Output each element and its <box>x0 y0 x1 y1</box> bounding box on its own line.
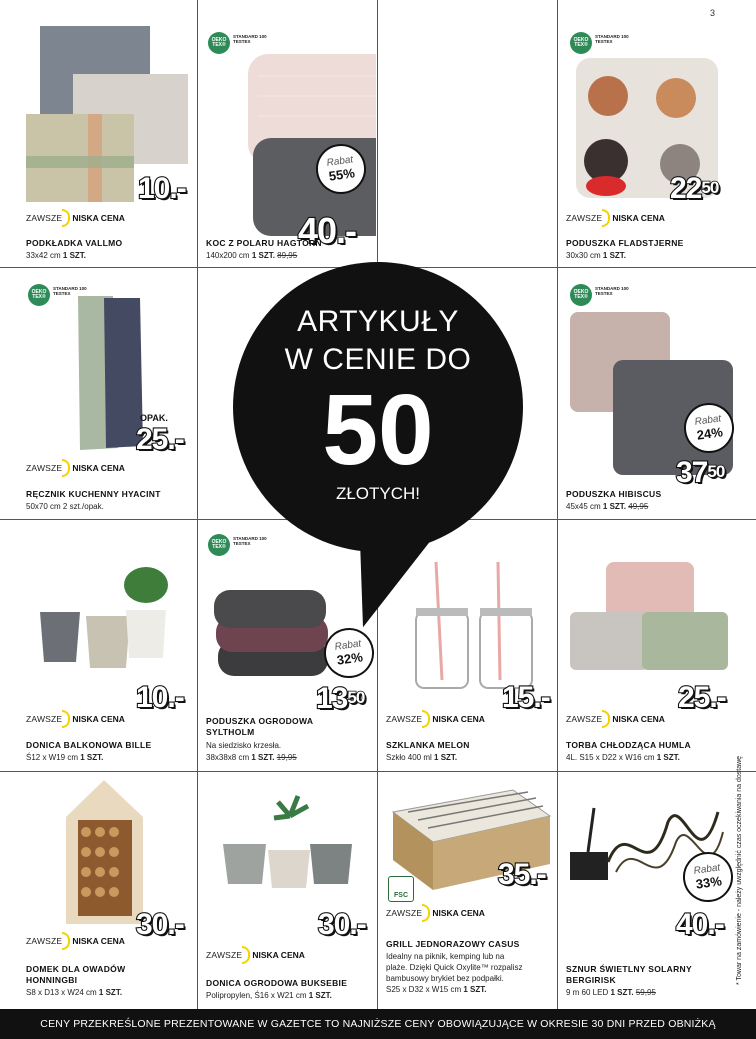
desc-text: Polipropylen, Ś16 x W21 cm <box>206 991 309 1000</box>
desc-text: 45x45 cm <box>566 502 603 511</box>
desc-text: 38x38x8 cm <box>206 753 252 762</box>
zn-arc <box>422 904 430 922</box>
zn-niska: NISKA CENA <box>72 714 125 724</box>
product-desc <box>206 250 297 261</box>
oeko-code: TESTEX <box>595 39 613 44</box>
product-card-melon[interactable] <box>378 520 556 770</box>
price-main: 22 <box>670 172 702 205</box>
product-desc-3: bambusowy brykiet bez podpałki. <box>386 974 504 983</box>
rabat-value: 33% <box>694 873 723 892</box>
desc-qty: 1 SZT. <box>308 991 332 1000</box>
always-low-price-badge <box>26 932 125 950</box>
price <box>316 684 364 714</box>
zn-arc <box>62 209 70 227</box>
product-card-humla[interactable] <box>558 520 736 770</box>
zn-niska: NISKA CENA <box>252 950 305 960</box>
price: 40.- <box>298 210 357 251</box>
product-card-honningbi[interactable] <box>18 772 196 1022</box>
desc-text: 30x30 cm <box>566 251 603 260</box>
product-card-casus[interactable] <box>378 772 556 1022</box>
product-title: PODUSZKA HIBISCUS <box>566 489 662 499</box>
zn-arc <box>422 710 430 728</box>
zn-zawsze: ZAWSZE <box>566 714 603 724</box>
product-desc: 50x70 cm 2 szt./opak. <box>26 502 104 511</box>
zn-arc <box>242 946 250 964</box>
banner-line3: ZŁOTYCH! <box>335 484 421 503</box>
desc-qty: 1 SZT. <box>251 753 275 762</box>
price-cents: 50 <box>701 178 719 197</box>
oeko-standard: STANDARD 100 <box>595 286 629 291</box>
desc-qty: 1 SZT. <box>434 753 458 762</box>
old-price: 19,95 <box>276 753 297 762</box>
product-card-hagtorn[interactable] <box>198 16 376 266</box>
old-price: 89,95 <box>277 251 298 260</box>
product-desc <box>566 501 648 512</box>
desc-text: 33x42 cm <box>26 251 63 260</box>
price: 10.- <box>136 681 184 714</box>
product-card-bille[interactable] <box>18 520 196 770</box>
product-title-2: SYLTHOLM <box>206 727 255 737</box>
product-title: RĘCZNIK KUCHENNY HYACINT <box>26 489 161 499</box>
price: 35.- <box>498 858 546 891</box>
product-title: SZKLANKA MELON <box>386 740 470 750</box>
product-desc <box>26 752 103 763</box>
product-desc-1: Idealny na piknik, kemping lub na <box>386 952 505 961</box>
product-card-hibiscus[interactable] <box>558 268 736 518</box>
product-desc-2: plaże. Dzięki Quick Oxylite™ rozpalisz <box>386 963 523 972</box>
product-title: DOMEK DLA OWADÓW <box>26 964 126 974</box>
side-note: * Towar na zamówienie - należy uwzględnić czas oczekiwania na dostawę <box>736 755 743 985</box>
desc-text: 140x200 cm <box>206 251 252 260</box>
oeko-logo: OEKO TEX® <box>208 32 230 54</box>
oeko-code: TESTEX <box>233 39 251 44</box>
price-cents: 50 <box>347 688 365 707</box>
always-low-price-badge <box>386 710 485 728</box>
product-title-2: BERGIRISK <box>566 975 616 985</box>
product-title: GRILL JEDNORAZOWY CASUS <box>386 939 520 949</box>
product-title: TORBA CHŁODZĄCA HUMLA <box>566 740 691 750</box>
oeko-standard: STANDARD 100 <box>233 536 267 541</box>
zn-niska: NISKA CENA <box>432 714 485 724</box>
price <box>676 458 724 488</box>
price: 30.- <box>318 908 366 941</box>
zn-niska: NISKA CENA <box>432 908 485 918</box>
zn-zawsze: ZAWSZE <box>386 908 423 918</box>
price: 15.- <box>502 681 550 714</box>
fsc-logo <box>388 876 414 902</box>
oeko-logo: OEKO TEX® <box>208 534 230 556</box>
zn-zawsze: ZAWSZE <box>206 950 243 960</box>
desc-text: S8 x D13 x W24 cm <box>26 988 99 997</box>
always-low-price-badge <box>26 459 125 477</box>
product-desc-4 <box>386 984 486 995</box>
rabat-value: 55% <box>327 165 356 184</box>
rabat-label: Rabat <box>693 413 722 428</box>
product-title: SZNUR ŚWIETLNY SOLARNY <box>566 964 692 974</box>
zn-zawsze: ZAWSZE <box>26 213 63 223</box>
zn-niska: NISKA CENA <box>612 213 665 223</box>
price: 25.- <box>136 423 184 456</box>
product-desc <box>566 752 680 763</box>
oeko-logo: OEKO TEX® <box>570 284 592 306</box>
opak-label: OPAK. <box>140 413 168 423</box>
oeko-logo: OEKO TEX® <box>570 32 592 54</box>
zn-zawsze: ZAWSZE <box>26 936 63 946</box>
banner-line1: ARTYKUŁY <box>297 305 459 338</box>
placemat-image <box>18 16 196 266</box>
product-desc <box>566 250 626 261</box>
product-card-buksebie[interactable] <box>198 772 376 1022</box>
zn-zawsze: ZAWSZE <box>566 213 603 223</box>
banner-number: 50 <box>322 374 434 486</box>
zn-zawsze: ZAWSZE <box>26 463 63 473</box>
rabat-label: Rabat <box>333 638 362 653</box>
desc-qty: 1 SZT. <box>98 988 123 997</box>
always-low-price-badge <box>26 209 125 227</box>
desc-qty: 1 SZT. <box>656 753 680 762</box>
product-desc-2 <box>206 752 297 763</box>
desc-text: 4L. S15 x D22 x W16 cm <box>566 753 657 762</box>
product-title-2: HONNINGBI <box>26 975 78 985</box>
always-low-price-badge <box>26 710 125 728</box>
zn-arc <box>62 459 70 477</box>
always-low-price-badge <box>386 904 485 922</box>
price: 40.- <box>676 908 724 941</box>
desc-qty: 1 SZT. <box>610 988 634 997</box>
oeko-standard: STANDARD 100 <box>53 286 87 291</box>
product-desc <box>566 987 656 998</box>
price-cents: 50 <box>707 462 725 481</box>
old-price: 49,95 <box>628 502 649 511</box>
zn-arc <box>602 209 610 227</box>
oeko-standard: STANDARD 100 <box>233 34 267 39</box>
rabat-label: Rabat <box>692 862 721 877</box>
product-card-hyacint[interactable] <box>18 268 196 518</box>
desc-qty: 1 SZT. <box>62 251 87 260</box>
product-card-syltholm[interactable] <box>198 520 376 770</box>
towel-image <box>18 268 196 518</box>
product-title: PODUSZKA OGRODOWA <box>206 716 314 726</box>
oeko-code: TESTEX <box>595 291 613 296</box>
rabat-value: 32% <box>335 649 364 668</box>
oeko-logo: OEKO TEX® <box>28 284 50 306</box>
zn-zawsze: ZAWSZE <box>386 714 423 724</box>
rabat-label: Rabat <box>325 154 354 169</box>
product-title: KOC Z POLARU HAGTORN <box>206 238 322 248</box>
oeko-standard: STANDARD 100 <box>595 34 629 39</box>
product-title: DONICA BALKONOWA BILLE <box>26 740 152 750</box>
banner-line2: W CENIE DO <box>284 343 472 376</box>
always-low-price-badge <box>566 209 665 227</box>
footer-banner: CENY PRZEKREŚLONE PREZENTOWANE W GAZETCE TO NAJNIŻSZE CENY OBOWIĄZUJĄCE W OKRESIE 30 DNI PRZED OBNIŻKĄ <box>0 1009 756 1039</box>
product-card-bergirisk[interactable] <box>558 772 736 1022</box>
jar-image <box>378 520 556 770</box>
zn-arc <box>62 932 70 950</box>
zn-niska: NISKA CENA <box>72 463 125 473</box>
zn-niska: NISKA CENA <box>612 714 665 724</box>
price: 10.- <box>138 172 186 205</box>
oeko-code: TESTEX <box>233 541 251 546</box>
price-main: 37 <box>676 456 708 489</box>
always-low-price-badge <box>566 710 665 728</box>
desc-qty: 1 SZT. <box>463 985 487 994</box>
price-main: 13 <box>316 682 348 715</box>
desc-qty: 1 SZT. <box>602 502 627 511</box>
page-number: 3 <box>710 8 716 18</box>
product-title: PODKŁADKA VALLMO <box>26 238 123 248</box>
always-low-price-badge <box>206 946 305 964</box>
desc-qty: 1 SZT. <box>251 251 275 260</box>
desc-text: Szkło 400 ml <box>386 753 435 762</box>
desc-text: Ś12 x W19 cm <box>26 753 81 762</box>
zn-niska: NISKA CENA <box>72 213 125 223</box>
product-desc <box>26 987 122 998</box>
product-card-fladstjerne[interactable] <box>558 16 736 266</box>
price: 25.- <box>678 681 726 714</box>
desc-qty: 1 SZT. <box>80 753 104 762</box>
product-desc <box>26 250 86 261</box>
desc-text: 9 m 60 LED <box>566 988 611 997</box>
pillow-image <box>558 16 736 266</box>
zn-arc <box>62 710 70 728</box>
price <box>670 174 718 204</box>
zn-niska: NISKA CENA <box>72 936 125 946</box>
planter-image <box>18 520 196 770</box>
product-title: DONICA OGRODOWA BUKSEBIE <box>206 978 348 988</box>
desc-text: S25 x D32 x W15 cm <box>386 985 464 994</box>
fsc-text: FSC <box>394 892 408 899</box>
rabat-value: 24% <box>695 424 724 443</box>
product-desc <box>206 990 332 1001</box>
cooler-bag-image <box>558 520 736 770</box>
desc-qty: 1 SZT. <box>602 251 627 260</box>
old-price: 59,95 <box>635 988 656 997</box>
product-desc <box>386 752 457 763</box>
product-title: PODUSZKA FLADSTJERNE <box>566 238 684 248</box>
price: 30.- <box>136 908 184 941</box>
oeko-code: TESTEX <box>53 291 71 296</box>
zn-zawsze: ZAWSZE <box>26 714 63 724</box>
product-card-vallmo[interactable] <box>18 16 196 266</box>
product-desc: Na siedzisko krzesła. <box>206 741 282 750</box>
zn-arc <box>602 710 610 728</box>
